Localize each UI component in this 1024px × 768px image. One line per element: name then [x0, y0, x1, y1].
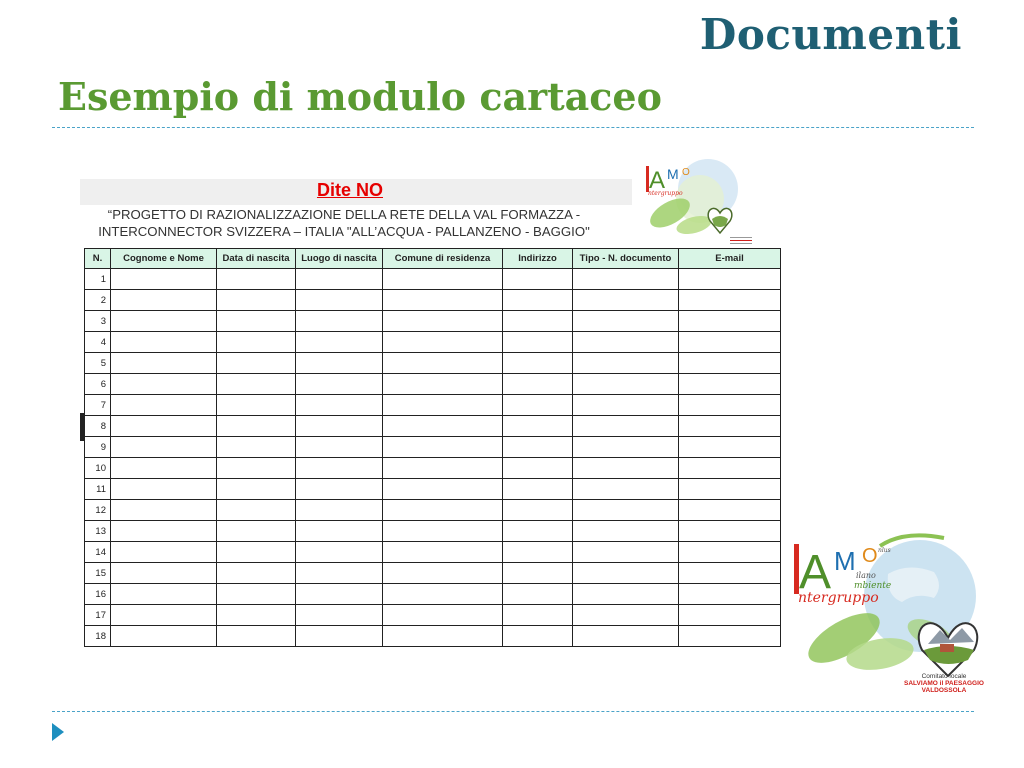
table-row — [85, 416, 781, 437]
empty-form-cell — [679, 458, 781, 479]
empty-form-cell — [296, 500, 383, 521]
empty-form-cell — [679, 521, 781, 542]
empty-form-cell — [573, 542, 679, 563]
empty-form-cell — [503, 374, 573, 395]
table-row — [85, 626, 781, 647]
empty-form-cell — [573, 458, 679, 479]
logo-large-script: ntergruppo — [798, 590, 879, 606]
table-row — [85, 542, 781, 563]
empty-form-cell — [296, 458, 383, 479]
table-row — [85, 605, 781, 626]
empty-form-cell — [503, 269, 573, 290]
column-header: Tipo - N. documento — [573, 249, 679, 269]
row-number: 1 — [85, 269, 111, 290]
empty-form-cell — [679, 479, 781, 500]
empty-form-cell — [573, 395, 679, 416]
empty-form-cell — [217, 353, 296, 374]
empty-form-cell — [111, 521, 217, 542]
empty-form-cell — [217, 437, 296, 458]
empty-form-cell — [503, 563, 573, 584]
empty-form-cell — [111, 584, 217, 605]
row-number: 11 — [85, 479, 111, 500]
row-number: 18 — [85, 626, 111, 647]
empty-form-cell — [573, 626, 679, 647]
slide-subtitle: Esempio di modulo cartaceo — [58, 74, 662, 119]
row-number: 3 — [85, 311, 111, 332]
empty-form-cell — [217, 374, 296, 395]
empty-form-cell — [383, 311, 503, 332]
empty-form-cell — [111, 605, 217, 626]
empty-form-cell — [679, 626, 781, 647]
empty-form-cell — [383, 332, 503, 353]
logo-large-mbiente: mbiente — [854, 581, 892, 591]
empty-form-cell — [503, 395, 573, 416]
row-number: 15 — [85, 563, 111, 584]
empty-form-cell — [503, 479, 573, 500]
table-row — [85, 479, 781, 500]
empty-form-cell — [573, 353, 679, 374]
empty-form-cell — [111, 395, 217, 416]
empty-form-cell — [296, 542, 383, 563]
empty-form-cell — [573, 269, 679, 290]
empty-form-cell — [296, 416, 383, 437]
empty-form-cell — [383, 458, 503, 479]
row-number: 9 — [85, 437, 111, 458]
empty-form-cell — [573, 500, 679, 521]
column-header: Luogo di nascita — [296, 249, 383, 269]
column-header: Comune di residenza — [383, 249, 503, 269]
logo-large-letter-m: M — [834, 546, 856, 576]
row-number: 8 — [85, 416, 111, 437]
iamo-logo-small — [636, 155, 756, 250]
empty-form-cell — [296, 290, 383, 311]
empty-form-cell — [503, 584, 573, 605]
row-number: 4 — [85, 332, 111, 353]
empty-form-cell — [296, 332, 383, 353]
logo-caption-line-2: SALVIAMO il PAESAGGIO — [904, 680, 984, 687]
empty-form-cell — [383, 542, 503, 563]
row-number: 12 — [85, 500, 111, 521]
table-row — [85, 332, 781, 353]
empty-form-cell — [383, 521, 503, 542]
empty-form-cell — [679, 353, 781, 374]
empty-form-cell — [296, 521, 383, 542]
empty-form-cell — [217, 395, 296, 416]
form-project-title — [84, 206, 604, 240]
empty-form-cell — [573, 584, 679, 605]
empty-form-cell — [679, 374, 781, 395]
empty-form-cell — [383, 563, 503, 584]
empty-form-cell — [679, 332, 781, 353]
empty-form-cell — [503, 500, 573, 521]
empty-form-cell — [217, 290, 296, 311]
table-row — [85, 500, 781, 521]
row-number: 6 — [85, 374, 111, 395]
logo-caption-line-3: VALDOSSOLA — [921, 687, 967, 694]
empty-form-cell — [383, 416, 503, 437]
empty-form-cell — [383, 353, 503, 374]
signature-form-table — [84, 248, 781, 647]
empty-form-cell — [217, 311, 296, 332]
empty-form-cell — [573, 521, 679, 542]
empty-form-cell — [217, 521, 296, 542]
empty-form-cell — [679, 605, 781, 626]
empty-form-cell — [503, 605, 573, 626]
empty-form-cell — [383, 374, 503, 395]
table-row — [85, 290, 781, 311]
form-project-line-1: “PROGETTO DI RAZIONALIZZAZIONE DELLA RETE DELLA VAL FORMAZZA - — [107, 207, 581, 222]
empty-form-cell — [111, 332, 217, 353]
empty-form-cell — [679, 395, 781, 416]
empty-form-cell — [503, 626, 573, 647]
empty-form-cell — [217, 500, 296, 521]
empty-form-cell — [111, 626, 217, 647]
empty-form-cell — [296, 353, 383, 374]
empty-form-cell — [296, 584, 383, 605]
empty-form-cell — [573, 563, 679, 584]
table-row — [85, 311, 781, 332]
empty-form-cell — [296, 374, 383, 395]
empty-form-cell — [679, 269, 781, 290]
empty-form-cell — [573, 605, 679, 626]
empty-form-cell — [296, 479, 383, 500]
empty-form-cell — [111, 269, 217, 290]
empty-form-cell — [217, 332, 296, 353]
empty-form-cell — [111, 542, 217, 563]
empty-form-cell — [111, 311, 217, 332]
empty-form-cell — [503, 311, 573, 332]
empty-form-cell — [296, 563, 383, 584]
empty-form-cell — [296, 269, 383, 290]
empty-form-cell — [679, 563, 781, 584]
table-row — [85, 521, 781, 542]
empty-form-cell — [679, 311, 781, 332]
slide-title: Documenti — [699, 10, 962, 59]
column-header: E-mail — [679, 249, 781, 269]
empty-form-cell — [503, 521, 573, 542]
logo-small-letter-o: O — [682, 167, 690, 178]
empty-form-cell — [573, 311, 679, 332]
empty-form-cell — [217, 458, 296, 479]
empty-form-cell — [217, 584, 296, 605]
empty-form-cell — [296, 626, 383, 647]
empty-form-cell — [679, 416, 781, 437]
empty-form-cell — [573, 479, 679, 500]
empty-form-cell — [573, 290, 679, 311]
table-row — [85, 374, 781, 395]
row-number: 10 — [85, 458, 111, 479]
empty-form-cell — [383, 500, 503, 521]
empty-form-cell — [383, 437, 503, 458]
empty-form-cell — [383, 584, 503, 605]
table-row — [85, 269, 781, 290]
empty-form-cell — [111, 290, 217, 311]
logo-large-ilano: ilano — [856, 571, 876, 580]
logo-small-letter-m: M — [667, 166, 679, 182]
empty-form-cell — [503, 290, 573, 311]
row-number: 5 — [85, 353, 111, 374]
empty-form-cell — [503, 416, 573, 437]
empty-form-cell — [573, 416, 679, 437]
row-number: 7 — [85, 395, 111, 416]
empty-form-cell — [383, 395, 503, 416]
column-header: Cognome e Nome — [111, 249, 217, 269]
empty-form-cell — [296, 311, 383, 332]
logo-small-script: ntergruppo — [648, 190, 683, 197]
empty-form-cell — [383, 605, 503, 626]
row-number: 16 — [85, 584, 111, 605]
empty-form-cell — [111, 374, 217, 395]
empty-form-cell — [679, 500, 781, 521]
empty-form-cell — [679, 542, 781, 563]
empty-form-cell — [503, 542, 573, 563]
row-number: 13 — [85, 521, 111, 542]
empty-form-cell — [296, 605, 383, 626]
empty-form-cell — [573, 437, 679, 458]
form-heading: Dite NO — [316, 180, 383, 200]
table-row — [85, 563, 781, 584]
empty-form-cell — [679, 290, 781, 311]
table-row — [85, 395, 781, 416]
top-divider — [52, 127, 974, 128]
logo-small-letter-a: A — [649, 167, 666, 194]
empty-form-cell — [217, 416, 296, 437]
empty-form-cell — [217, 479, 296, 500]
empty-form-cell — [503, 332, 573, 353]
empty-form-cell — [296, 437, 383, 458]
form-project-line-2: INTERCONNECTOR SVIZZERA – ITALIA "ALL’ACQUA - PALLANZENO - BAGGIO" — [98, 224, 590, 239]
column-header: Data di nascita — [217, 249, 296, 269]
empty-form-cell — [217, 542, 296, 563]
row-number: 14 — [85, 542, 111, 563]
logo-large-letter-a: A — [799, 546, 832, 599]
empty-form-cell — [111, 416, 217, 437]
table-row — [85, 437, 781, 458]
empty-form-cell — [383, 290, 503, 311]
logo-large-letter-o: O — [862, 545, 878, 567]
table-header-row — [85, 249, 781, 269]
empty-form-cell — [383, 479, 503, 500]
table-row — [85, 584, 781, 605]
bullet-arrow-icon — [52, 723, 64, 741]
empty-form-cell — [296, 395, 383, 416]
logo-large-nlus: nlus — [878, 547, 891, 554]
empty-form-cell — [383, 269, 503, 290]
empty-form-cell — [217, 626, 296, 647]
empty-form-cell — [111, 458, 217, 479]
empty-form-cell — [503, 353, 573, 374]
empty-form-cell — [383, 626, 503, 647]
logo-caption-line-1: Comitato locale — [921, 673, 967, 680]
empty-form-cell — [503, 437, 573, 458]
empty-form-cell — [573, 332, 679, 353]
empty-form-cell — [679, 584, 781, 605]
bottom-divider — [52, 711, 974, 712]
table-row — [85, 353, 781, 374]
row-number: 2 — [85, 290, 111, 311]
empty-form-cell — [111, 563, 217, 584]
empty-form-cell — [111, 479, 217, 500]
empty-form-cell — [573, 374, 679, 395]
column-header: Indirizzo — [503, 249, 573, 269]
empty-form-cell — [111, 353, 217, 374]
empty-form-cell — [217, 269, 296, 290]
empty-form-cell — [111, 500, 217, 521]
empty-form-cell — [503, 458, 573, 479]
empty-form-cell — [217, 605, 296, 626]
table-row — [85, 458, 781, 479]
column-header: N. — [85, 249, 111, 269]
empty-form-cell — [111, 437, 217, 458]
empty-form-cell — [679, 437, 781, 458]
empty-form-cell — [217, 563, 296, 584]
logo-caption — [892, 673, 996, 694]
row-number: 17 — [85, 605, 111, 626]
